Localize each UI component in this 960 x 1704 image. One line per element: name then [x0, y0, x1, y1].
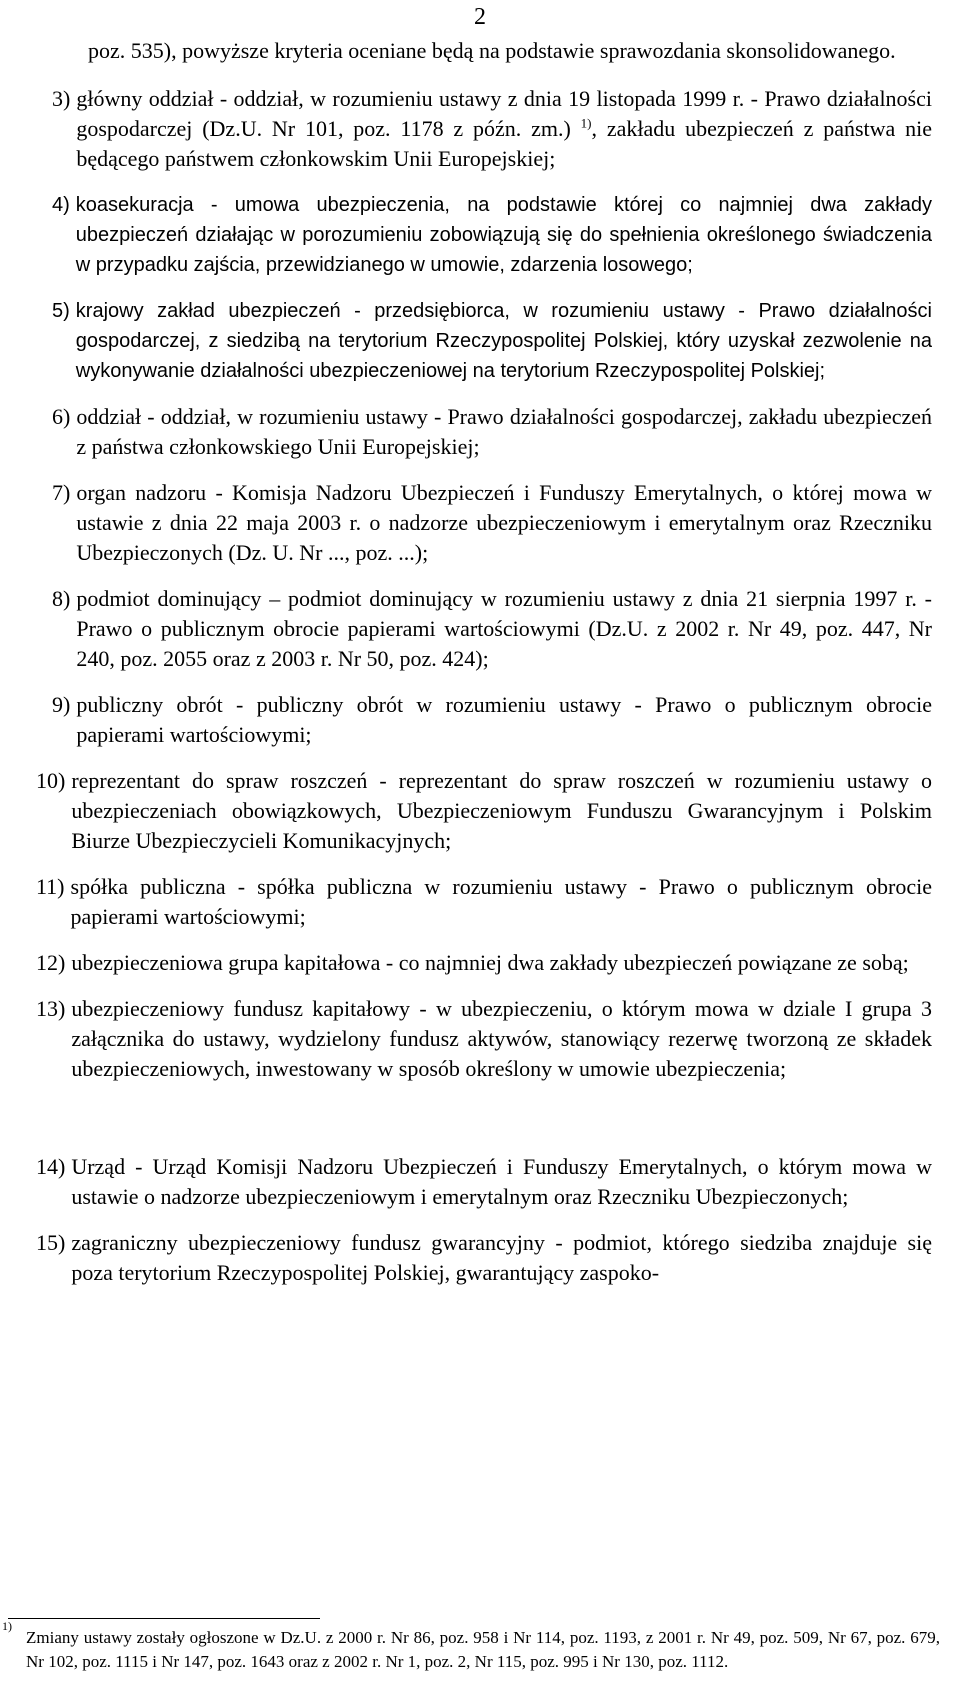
list-item-text: oddział - oddział, w rozumieniu ustawy - Prawo działalności gospodarczej, zakładu ubezpieczeń z państwa członkowskiego Unii Europejskiej;	[76, 404, 932, 459]
list-item-number: 15)	[36, 1230, 66, 1255]
list-item-number: 3)	[52, 86, 71, 111]
list-item-text: ubezpieczeniowa grupa kapitałowa - co najmniej dwa zakłady ubezpieczeń powiązane ze sobą;	[71, 950, 909, 975]
list-item-number: 11)	[36, 874, 65, 899]
list-item-14	[36, 1152, 932, 1212]
list-item-15	[36, 1228, 932, 1288]
list-item-text: ubezpieczeniowy fundusz kapitałowy - w ubezpieczeniu, o którym mowa w dziale I grupa 3 załącznika do ustawy, wydzielony fundusz aktywów, stanowiący rezerwę tworzoną ze składek ubezpieczeniowych, inwestowany w sposób określony w umowie ubezpieczenia;	[71, 996, 932, 1081]
spacer	[52, 1100, 932, 1152]
list-item-text-part: , zakładu ubezpieczeń z państwa nie będącego państwem członkowskim Unii Europejskiej;	[76, 116, 933, 171]
list-item-text: podmiot dominujący – podmiot dominujący w rozumieniu ustawy z dnia 21 sierpnia 1997 r. - Prawo o publicznym obrocie papierami wartościowymi (Dz.U. z 2002 r. Nr 49, poz. 447, Nr 240, poz. 2055 oraz z 2003 r. Nr 50, poz. 424);	[76, 586, 932, 671]
list-item-5	[52, 296, 932, 386]
list-item-continuation	[52, 36, 932, 66]
list-item-3	[52, 84, 932, 174]
footnote	[0, 1619, 940, 1674]
list-item-number: 12)	[36, 950, 66, 975]
list-item-12	[36, 948, 932, 978]
list-item-number: 5)	[52, 300, 70, 322]
list-item-number: 9)	[52, 692, 71, 717]
list-item-text-part: główny oddział - oddział, w rozumieniu ustawy z dnia 19 listopada 1999 r. - Prawo działalności gospodarczej (Dz.U. Nr 101, poz. 1178 z późn. zm.)	[76, 86, 932, 141]
list-item-text: reprezentant do spraw roszczeń - reprezentant do spraw roszczeń w rozumieniu ustawy o ubezpieczeniach obowiązkowych, Ubezpieczeniowym Funduszu Gwarancyjnym i Polskim Biurze Ubezpieczycieli Komunikacyjnych;	[71, 768, 932, 853]
footnote-mark: 1)	[2, 1619, 12, 1633]
list-item-number: 10)	[36, 768, 66, 793]
list-item-text: organ nadzoru - Komisja Nadzoru Ubezpieczeń i Funduszy Emerytalnych, o której mowa w ustawie z dnia 22 maja 2003 r. o nadzorze ubezpieczeniowym i emerytalnym oraz Rzeczniku Ubezpieczonych (Dz. U. Nr ..., poz. ...);	[76, 480, 932, 565]
list-item-text: koasekuracja - umowa ubezpieczenia, na podstawie której co najmniej dwa zakłady ubezpieczeń działając w porozumieniu zobowiązują się do spełnienia określonego świadczenia w przypadku zajścia, przewidzianego w umowie, zdarzenia losowego;	[75, 194, 932, 276]
list-item-text	[76, 84, 932, 174]
list-item-7	[52, 478, 932, 568]
list-item-10	[36, 766, 932, 856]
list-item-number: 6)	[52, 404, 71, 429]
list-item-number: 7)	[52, 480, 71, 505]
page-number: 2	[474, 4, 486, 30]
list-item-number: 4)	[52, 194, 70, 216]
list-item-text: spółka publiczna - spółka publiczna w rozumieniu ustawy - Prawo o publicznym obrocie papierami wartościowymi;	[70, 874, 932, 929]
list-item-13	[36, 994, 932, 1084]
list-item-6	[52, 402, 932, 462]
list-item-text: publiczny obrót - publiczny obrót w rozumieniu ustawy - Prawo o publicznym obrocie papierami wartościowymi;	[76, 692, 932, 747]
list-item-number: 8)	[52, 586, 71, 611]
list-item-4	[52, 190, 932, 280]
footnote-reference: 1)	[580, 115, 592, 131]
list-item-text: Urząd - Urząd Komisji Nadzoru Ubezpieczeń i Funduszy Emerytalnych, o którym mowa w ustawie o nadzorze ubezpieczeniowym i emerytalnym oraz Rzeczniku Ubezpieczonych;	[71, 1154, 932, 1209]
list-item-number: 13)	[36, 996, 66, 1021]
list-item-11	[36, 872, 932, 932]
footnote-separator	[8, 1618, 320, 1619]
list-item-8	[52, 584, 932, 674]
document-body	[36, 36, 933, 1304]
footnote-text: Zmiany ustawy zostały ogłoszone w Dz.U. z 2000 r. Nr 86, poz. 958 i Nr 114, poz. 1193, z 2001 r. Nr 49, poz. 509, Nr 67, poz. 679, Nr 102, poz. 1115 i Nr 147, poz. 1643 oraz z 2002 r. Nr 1, poz. 2, Nr 115, poz. 995 i Nr 130, poz. 1112.	[26, 1628, 940, 1671]
list-item-text: poz. 535), powyższe kryteria oceniane będą na podstawie sprawozdania skonsolidowanego.	[88, 38, 896, 63]
list-item-number: 14)	[36, 1154, 66, 1179]
list-item-text: zagraniczny ubezpieczeniowy fundusz gwarancyjny - podmiot, którego siedziba znajduje się poza terytorium Rzeczypospolitej Polskiej, gwarantujący zaspoko-	[71, 1230, 932, 1285]
list-item-9	[52, 690, 932, 750]
list-item-text: krajowy zakład ubezpieczeń - przedsiębiorca, w rozumieniu ustawy - Prawo działalności gospodarczej, z siedzibą na terytorium Rzeczypospolitej Polskiej, który uzyskał zezwolenie na wykonywanie działalności ubezpieczeniowej na terytorium Rzeczypospolitej Polskiej;	[75, 300, 932, 382]
